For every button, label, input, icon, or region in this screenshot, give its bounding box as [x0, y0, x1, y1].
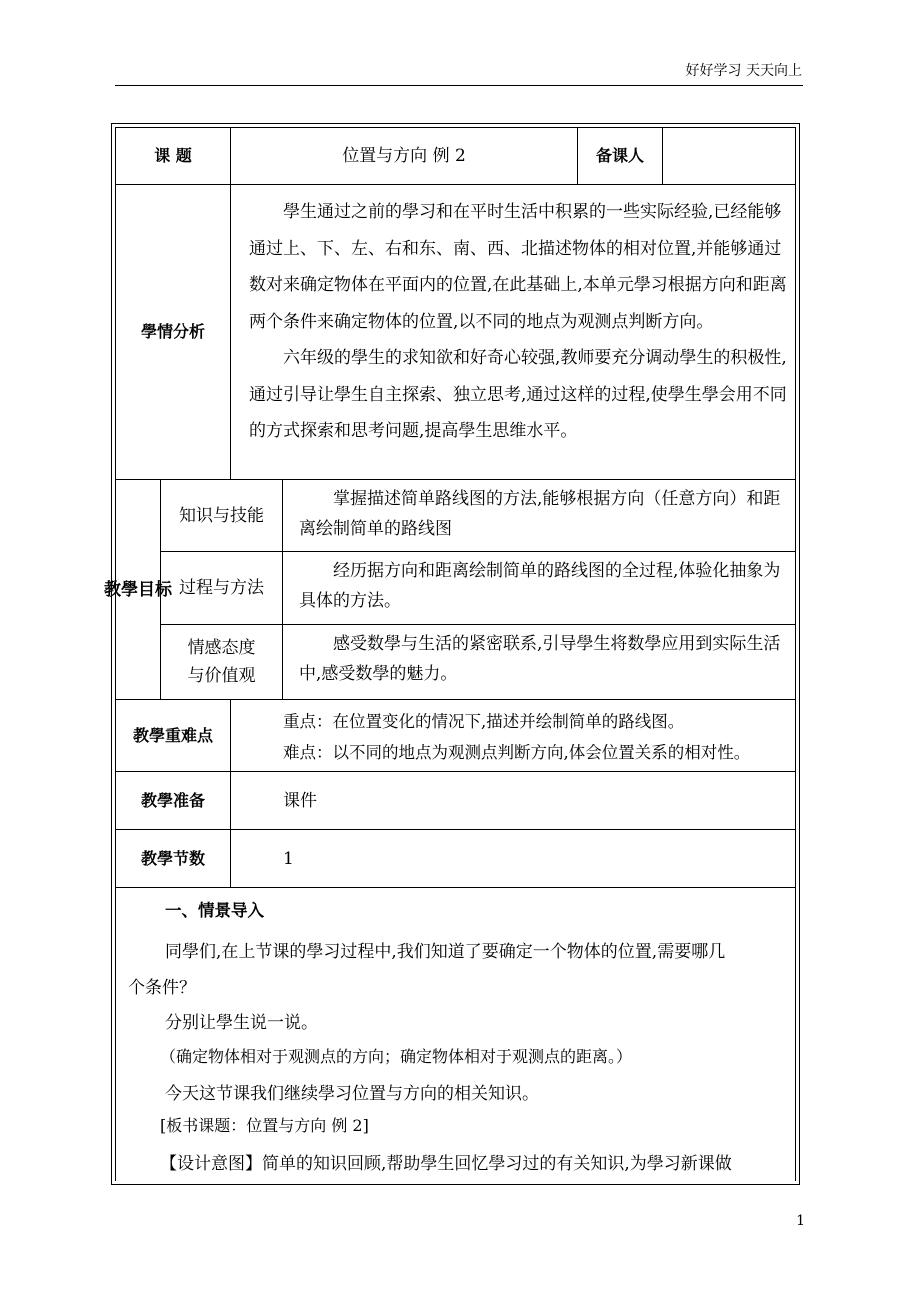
topic-value — [230, 127, 578, 185]
preparer-value — [662, 127, 796, 185]
student-analysis-content — [230, 184, 796, 480]
topic-text: 位置与方向 例 2 — [342, 146, 466, 166]
objective-paragraph-knowledge: 掌握描述简单路线图的方法,能够根据方向（任意方向）和距离绘制简单的路线图 — [299, 489, 781, 539]
objective-label-process: 过程与方法 — [160, 551, 283, 625]
periods-label: 教學节数 — [115, 829, 231, 888]
lesson-line-6: [板书课题：位置与方向 例 2] — [160, 1116, 369, 1135]
preparation-value — [230, 771, 796, 830]
lesson-content-cell — [115, 887, 796, 1181]
objective-label-emotion: 情感态度与价值观 — [160, 624, 283, 700]
preparer-label: 备课人 — [577, 127, 663, 185]
objectives-label-cell — [104, 479, 172, 700]
lesson-line-4: （确定物体相对于观测点的方向；确定物体相对于观测点的距离。） — [160, 1047, 633, 1066]
periods-text: 1 — [283, 849, 294, 869]
periods-value — [230, 829, 796, 888]
lesson-line-7: 【设计意图】简单的知识回顾,帮助學生回忆學习过的有关知识,为學习新课做 — [160, 1154, 732, 1174]
topic-label: 课 题 — [115, 127, 231, 185]
objective-label-knowledge: 知识与技能 — [160, 479, 283, 552]
objective-paragraph-process: 经历据方向和距离绘制简单的路线图的全过程,体验化抽象为具体的方法。 — [299, 561, 781, 611]
lesson-line-1: 同學们,在上节课的學习过程中,我们知道了要确定一个物体的位置,需要哪几 — [165, 942, 726, 962]
preparation-text: 课件 — [283, 791, 317, 811]
lesson-line-2: 个条件？ — [128, 978, 196, 998]
student-analysis-paragraph-1: 學生通过之前的學习和在平时生活中积累的一些实际经验,已经能够通过上、下、左、右和东、南、西、北描述物体的相对位置,并能够通过数对来确定物体在平面内的位置,在此基础上,本单元學习根据方向和距离两个条件来确定物体的位置,以不同的地点为观测点判断方向。 — [249, 202, 787, 332]
student-analysis-paragraph-2: 六年级的學生的求知欲和好奇心较强,教师要充分调动學生的积极性,通过引导让學生自主探索、独立思考,通过这样的过程,使學生學会用不同的方式探索和思考问题,提高學生思维水平。 — [249, 348, 787, 441]
key-point-important: 重点：在位置变化的情况下,描述并绘制简单的路线图。 — [283, 712, 685, 731]
preparation-label: 教學准备 — [115, 771, 231, 830]
key-points-label: 教學重难点 — [115, 699, 231, 772]
key-points-content — [230, 699, 796, 772]
objective-paragraph-emotion: 感受数學与生活的紧密联系,引导學生将数學应用到实际生活中,感受数學的魅力。 — [299, 634, 781, 684]
lesson-line-3: 分别让學生说一说。 — [165, 1013, 318, 1033]
student-analysis-label: 學情分析 — [115, 184, 231, 480]
key-point-difficult: 难点：以不同的地点为观测点判断方向,体会位置关系的相对性。 — [283, 743, 751, 762]
page-number: 1 — [796, 1213, 805, 1229]
objective-text-emotion — [282, 624, 796, 700]
objective-text-process — [282, 551, 796, 625]
objective-text-knowledge — [282, 479, 796, 552]
section-title: 一、情景导入 — [165, 901, 264, 920]
page-header: 好好学习 天天向上 — [685, 63, 802, 79]
objectives-label: 教 學 目 标 — [104, 579, 172, 600]
lesson-line-5: 今天这节课我们继续學习位置与方向的相关知识。 — [165, 1084, 539, 1104]
header-rule — [115, 85, 803, 86]
